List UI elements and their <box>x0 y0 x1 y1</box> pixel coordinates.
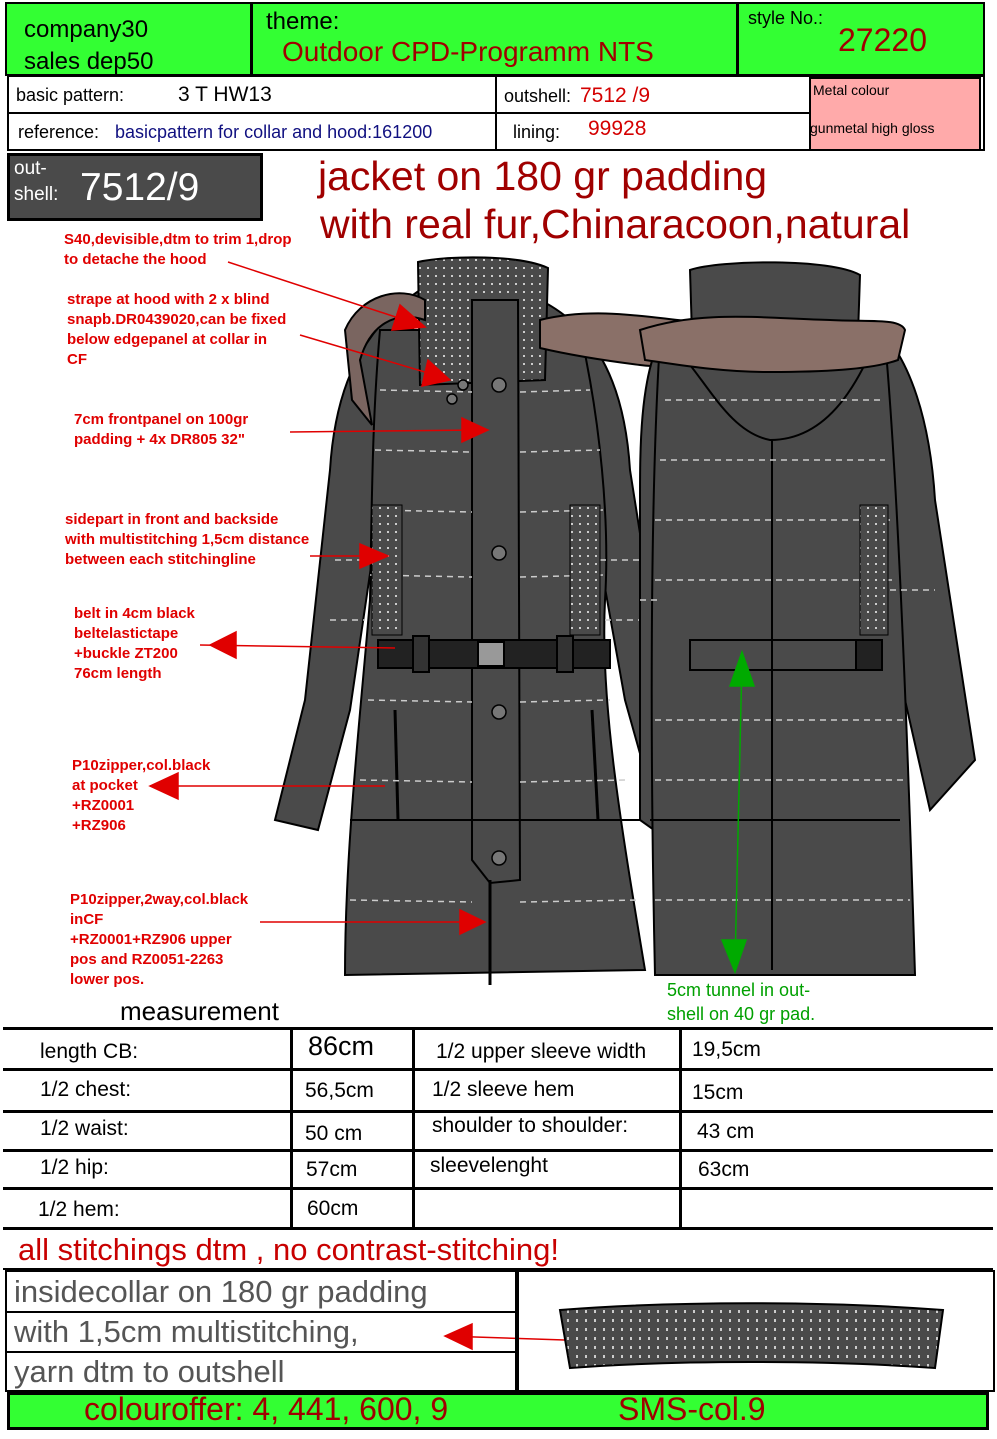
insidecollar-line: yarn dtm to outshell <box>14 1354 285 1389</box>
sales-dept: sales dep50 <box>24 48 154 75</box>
insidecollar-line: insidecollar on 180 gr padding <box>14 1274 428 1309</box>
table-line <box>3 1068 993 1071</box>
style-label: style No.: <box>748 8 824 28</box>
reference-value: basicpattern for collar and hood:161200 <box>115 122 433 142</box>
outshell-value: 7512 /9 <box>580 84 651 107</box>
basic-pattern-value: 3 T HW13 <box>178 83 272 106</box>
measure-value: 63cm <box>698 1158 750 1181</box>
note-pocket-zipper: P10zipper,col.black at pocket +RZ0001 +RZ906 <box>72 757 211 834</box>
measure-label: 1/2 hip: <box>40 1156 109 1179</box>
note-strape: strape at hood with 2 x blind snapb.DR0439020,can be fixed below edgepanel at collar in CF <box>67 291 287 368</box>
metal-colour-value: gunmetal high gloss <box>810 120 935 136</box>
stitching-note: all stitchings dtm , no contrast-stitching! <box>18 1232 560 1267</box>
note-devisible: S40,devisible,dtm to trim 1,drop to detache the hood <box>64 231 292 268</box>
table-col-line <box>290 1027 293 1227</box>
note-tunnel: 5cm tunnel in out- shell on 40 gr pad. <box>667 980 816 1024</box>
table-line <box>3 1110 993 1113</box>
note-frontpanel: 7cm frontpanel on 100gr padding + 4x DR805 32" <box>74 411 249 448</box>
note-cf-zipper: P10zipper,2way,col.black inCF +RZ0001+RZ906 upper pos and RZ0051-2263 lower pos. <box>70 891 249 988</box>
measure-label: 1/2 upper sleeve width <box>436 1040 647 1063</box>
back-jacket <box>640 262 975 975</box>
table-col-line <box>679 1027 682 1227</box>
measure-label: 1/2 chest: <box>40 1078 132 1101</box>
metal-colour-label: Metal colour <box>813 82 890 98</box>
insidecollar-divider <box>5 1351 517 1353</box>
jacket-title: jacket on 180 gr padding <box>318 153 768 199</box>
table-line <box>3 1149 993 1152</box>
back-sidepart <box>860 505 888 635</box>
theme-label: theme: <box>266 8 340 35</box>
measure-label: sleevelenght <box>430 1154 548 1177</box>
measure-value: 43 cm <box>697 1120 755 1143</box>
measure-label: 1/2 sleeve hem <box>432 1078 575 1101</box>
measure-value: 60cm <box>307 1197 359 1220</box>
insidecollar-line: with 1,5cm multistitching, <box>14 1314 359 1349</box>
theme-value: Outdoor CPD-Programm NTS <box>282 36 654 67</box>
jacket-subtitle: with real fur,Chinaracoon,natural <box>320 201 911 247</box>
measure-value: 15cm <box>692 1081 744 1104</box>
measure-label: length CB: <box>40 1040 139 1063</box>
table-line <box>3 1027 993 1030</box>
basic-pattern-label: basic pattern: <box>16 85 125 105</box>
outshell-box-label: out- <box>14 158 47 179</box>
outshell-label: outshell: <box>504 86 572 106</box>
measure-value: 50 cm <box>305 1122 363 1145</box>
note-belt: belt in 4cm black beltelastictape +buckle ZT200 76cm length <box>74 605 195 682</box>
measure-value: 57cm <box>306 1158 358 1181</box>
measure-label: shoulder to shoulder: <box>432 1114 629 1137</box>
collar-sketch <box>555 1298 950 1373</box>
note-sidepart: sidepart in front and backside with multistitching 1,5cm distance between each stitchingline <box>65 511 310 568</box>
lining-label: lining: <box>513 122 561 142</box>
sms-colour: SMS-col.9 <box>618 1391 766 1427</box>
company-name: company30 <box>24 16 149 43</box>
style-number: 27220 <box>838 22 927 58</box>
measure-value: 19,5cm <box>692 1038 761 1061</box>
colour-offer: colouroffer: 4, 441, 600, 9 <box>84 1391 449 1427</box>
measurement-title: measurement <box>120 996 279 1026</box>
front-sidepart <box>570 505 600 635</box>
insidecollar-divider <box>5 1311 517 1313</box>
front-sidepart <box>372 505 402 635</box>
outshell-box-label: shell: <box>14 184 59 205</box>
table-col-line <box>412 1027 415 1227</box>
reference-label: reference: <box>18 122 100 142</box>
table-line <box>3 1187 993 1190</box>
measure-label: 1/2 waist: <box>40 1117 129 1140</box>
measure-label: 1/2 hem: <box>38 1198 120 1221</box>
measure-value: 86cm <box>308 1031 375 1061</box>
measure-value: 56,5cm <box>305 1079 374 1102</box>
outshell-box-value: 7512/9 <box>80 166 200 209</box>
lining-value: 99928 <box>588 117 647 140</box>
table-line <box>3 1227 993 1230</box>
